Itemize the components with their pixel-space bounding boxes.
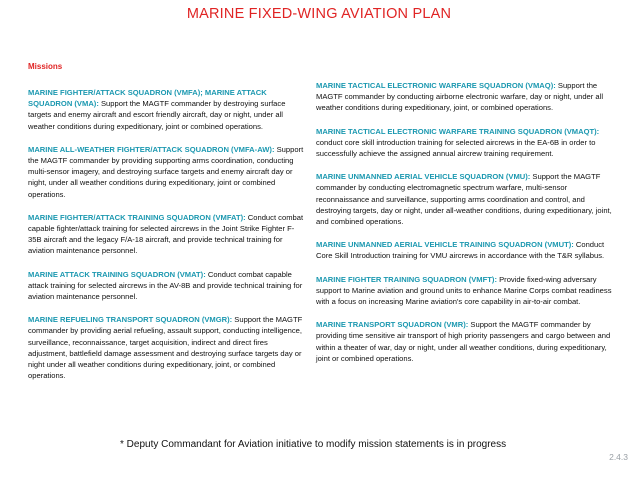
mission-entry xyxy=(316,319,616,364)
squadron-name: MARINE FIGHTER/ATTACK SQUADRON (VMFA); MARINE ATTACK SQUADRON (VMA): xyxy=(28,88,267,109)
squadron-name: MARINE TACTICAL ELECTRONIC WARFARE TRAINING SQUADRON (VMAQT): xyxy=(316,126,600,136)
mission-description: Support the MAGTF commander by providing aerial refueling, assault support, conducting intelligence, surveillance, reconnaissance, target acquisition, indirect and direct fires adjustment, battlefield damage assessment and destroying surface targets day or night under all weather conditions during expeditionary, joint, or combined operations. xyxy=(28,315,303,381)
mission-description: Provide fixed-wing adversary support to Marine aviation and ground units to enhance Marine Corps combat readiness with a focus on increasing Marine aviation's core capability in air-to-air combat. xyxy=(316,274,612,307)
mission-entry xyxy=(28,212,306,257)
mission-entry xyxy=(316,80,616,114)
mission-description: Support the MAGTF commander by providing supporting arms coordination, conducting multi-sensor imagery, and destroying surface targets and enemy aircraft day or night, under all weather conditions during expeditionary, joint or combined operations. xyxy=(28,144,304,199)
squadron-name: MARINE ALL-WEATHER FIGHTER/ATTACK SQUADRON (VMFA-AW): xyxy=(28,144,275,154)
mission-description: Support the MAGTF commander by conducting electromagnetic spectrum warfare, multi-sensor reconnaissance and surveillance, supporting arms coordination and control, and destroying targets, day or night, under all-weather conditions, during expeditionary, joint, and combined operations. xyxy=(316,172,612,227)
squadron-name: MARINE UNMANNED AERIAL VEHICLE TRAINING SQUADRON (VMUT): xyxy=(316,240,574,250)
mission-description: Conduct combat capable fighter/attack training for selected aircrews in the Joint Strike Fighter F-35B aircraft and the legacy F/A-18 aircraft, and provide technical training for aviation maintenance personnel. xyxy=(28,212,304,256)
mission-description: Support the MAGTF commander by conducting airborne electronic warfare, day or night, under all weather conditions during expeditionary, joint, or combined operations. xyxy=(316,81,604,113)
squadron-name: MARINE UNMANNED AERIAL VEHICLE SQUADRON (VMU): xyxy=(316,172,531,182)
mission-entry xyxy=(316,171,616,227)
squadron-name: MARINE FIGHTER TRAINING SQUADRON (VMFT): xyxy=(316,274,497,284)
footnote: * Deputy Commandant for Aviation initiative to modify mission statements is in progress xyxy=(120,439,507,450)
mission-entry xyxy=(28,314,306,381)
right-column xyxy=(316,80,616,376)
mission-description: conduct core skill introduction training for selected aircrews in the EA-6B in order to successfully achieve the assigned annual aircrew training requirement. xyxy=(316,137,596,159)
mission-entry xyxy=(316,239,616,261)
mission-entry xyxy=(28,269,306,303)
mission-description: Support the MAGTF commander by providing time sensitive air transport of high priority passengers and cargo between and within a theater of war, day or night, under all weather conditions, during expeditionary, joint or combined operations. xyxy=(316,320,611,363)
page-number: 2.4.3 xyxy=(609,452,628,462)
mission-entry xyxy=(28,87,306,132)
mission-entry xyxy=(316,274,616,308)
squadron-name: MARINE TACTICAL ELECTRONIC WARFARE SQUADRON (VMAQ): xyxy=(316,81,556,90)
mission-description: Conduct Core Skill Introduction training for VMU aircrews in accordance with the T&R syllabus. xyxy=(316,240,605,261)
squadron-name: MARINE TRANSPORT SQUADRON (VMR): xyxy=(316,320,469,330)
mission-entry xyxy=(28,144,306,200)
mission-description: Conduct combat capable attack training for selected aircrews in the AV-8B and provide technical training for aviation maintenance personnel. xyxy=(28,269,303,302)
left-column xyxy=(28,87,306,393)
section-label-missions: Missions xyxy=(28,62,63,71)
mission-description: Support the MAGTF commander by destroying surface targets and enemy aircraft and escort friendly aircraft, day or night, under all weather conditions during expeditionary, joint or combined operations. xyxy=(28,99,286,131)
squadron-name: MARINE REFUELING TRANSPORT SQUADRON (VMGR): xyxy=(28,315,233,325)
mission-entry xyxy=(316,126,616,160)
squadron-name: MARINE FIGHTER/ATTACK TRAINING SQUADRON (VMFAT): xyxy=(28,212,246,222)
squadron-name: MARINE ATTACK TRAINING SQUADRON (VMAT): xyxy=(28,269,206,279)
page-title: MARINE FIXED-WING AVIATION PLAN xyxy=(186,6,452,22)
